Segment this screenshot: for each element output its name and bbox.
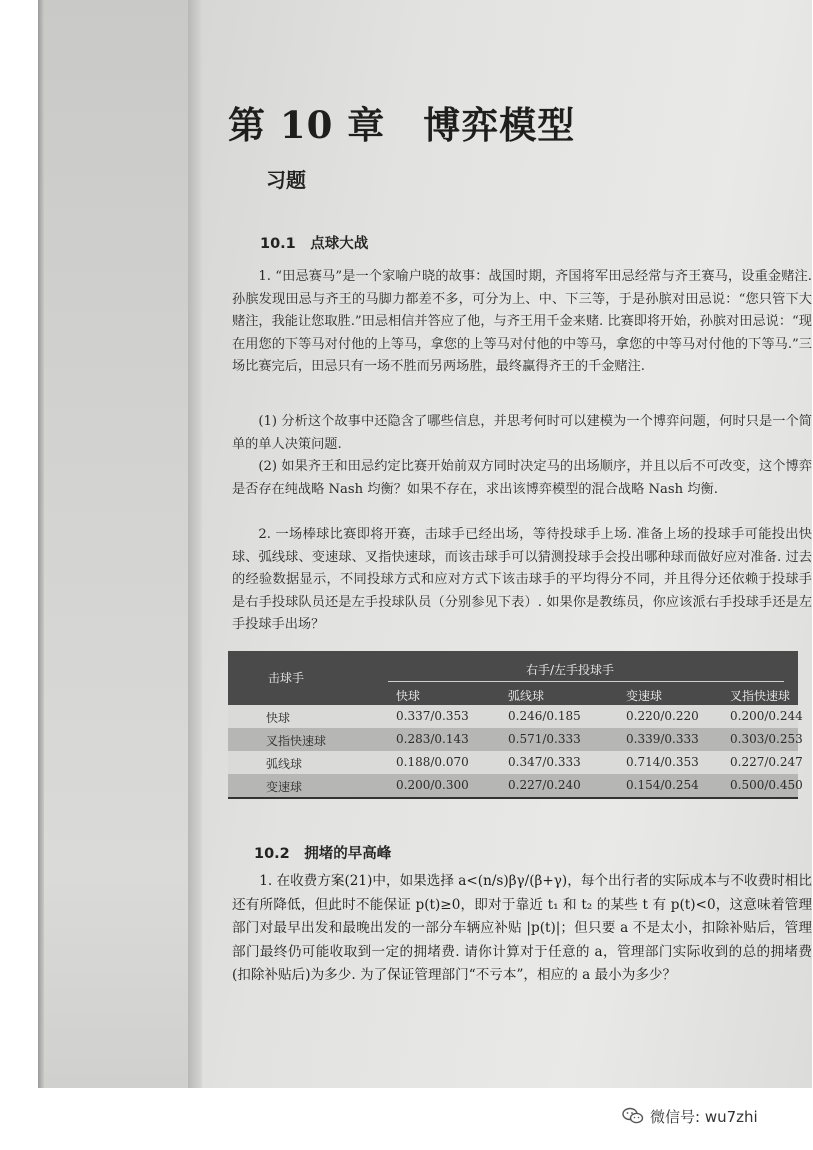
table-corner-label: 击球手 [268,671,305,685]
row-label: 弧线球 [266,757,303,771]
table-cell: 0.337/0.353 [396,709,469,723]
table-cell: 0.220/0.220 [626,709,699,723]
row-label: 变速球 [266,780,303,794]
table-row [228,705,803,728]
subsection-heading-10-1: 10.1 点球大战 [260,236,369,252]
problem-1-paragraph: 1. “田忌赛马”是一个家喻户晓的故事：战国时期，齐国将军田忌经常与齐王赛马，设重金赌注. 孙膑发现田忌与齐王的马脚力都差不多，可分为上、中、下三等，于是孙膑对田忌说：“您只管下大赌注，我能让您取胜.”田忌相信并答应了他，与齐王用千金来赌. 比赛即将开始，孙膑对田忌说：“现在用您的下等马对付他的上等马，拿您的上等马对付他的中等马，拿您的中等马对付他的下等马.”三场比赛完后，田忌只有一场不胜而另两场胜，最终赢得齐王的千金赌注. [232,269,812,374]
watermark-text: 微信号: wu7zhi [650,1107,758,1126]
table-cell: 0.714/0.353 [626,755,699,769]
table-cell: 0.154/0.254 [626,778,699,792]
chapter-title: 第 10 章 博弈模型 [228,103,576,147]
table-cell: 0.227/0.247 [730,755,803,769]
table-group-header: 右手/左手投球手 [526,663,615,677]
row-label: 叉指快速球 [266,734,327,748]
photo-background [38,0,812,1088]
section-heading: 习题 [266,168,306,192]
page-fold-shadow [188,0,202,1088]
column-header: 变速球 [626,689,663,703]
subsection-heading-10-2: 10.2 拥堵的早高峰 [254,846,392,862]
table-row [228,728,803,751]
wechat-icon [622,1107,644,1125]
table-row [228,774,803,797]
row-label: 快球 [266,711,291,725]
table-cell: 0.339/0.333 [626,732,699,746]
batting-average-table [228,651,803,799]
table-cell: 0.246/0.185 [508,709,581,723]
problem-2-paragraph: 2. 一场棒球比赛即将开赛，击球手已经出场，等待投球手上场. 准备上场的投球手可能投出快球、弧线球、变速球、叉指快速球，而该击球手可以猜测投球手会投出哪种球而做好应对准备. 过去的经验数据显示，不同投球方式和应对方式下该击球手的平均得分不同，并且得分还依赖于投球手是右手投球队员还是左手投球队员（分别参见下表）. 如果你是教练员，你应该派右手投球手还是左手投球手出场？ [232,527,812,632]
table-cell: 0.303/0.253 [730,732,803,746]
column-header: 弧线球 [508,689,545,703]
table-cell: 0.571/0.333 [508,732,581,746]
photo-edge [38,0,44,1088]
table-cell: 0.200/0.300 [396,778,469,792]
problem-congestion-paragraph: 1. 在收费方案(21)中，如果选择 a<(n/s)βγ/(β+γ)，每个出行者的实际成本与不收费时相比还有所降低，但此时不能保证 p(t)≥0，即对于靠近 t₁ 和 t₂ 的某些 t 有 p(t)<0，这意味着管理部门对最早出发和最晚出发的一部分车辆应补贴 |p(t)|；但只要 a 不是太小，扣除补贴后，管理部门最终仍可能收取到一定的拥堵费. 请你计算对于任意的 a，管理部门实际收到的总的拥堵费(扣除补贴后)为多少. 为了保证管理部门“不亏本”，相应的 a 最小为多少？ [232,873,812,983]
column-header: 快球 [396,689,421,703]
header-divider [388,681,784,682]
table-cell: 0.283/0.143 [396,732,469,746]
table-cell: 0.200/0.244 [730,709,803,723]
column-header: 叉指快速球 [730,689,791,703]
book-page [188,0,812,1088]
table-cell: 0.188/0.070 [396,755,469,769]
problem-1-part-1: (1) 分析这个故事中还隐含了哪些信息，并思考何时可以建模为一个博弈问题，何时只是一个简单的单人决策问题. [232,414,812,452]
table-cell: 0.347/0.333 [508,755,581,769]
table-cell: 0.227/0.240 [508,778,581,792]
table-row [228,751,803,774]
table-cell: 0.500/0.450 [730,778,803,792]
wechat-watermark [622,1104,758,1128]
problem-1-part-2: (2) 如果齐王和田忌约定比赛开始前双方同时决定马的出场顺序，并且以后不可改变，这个博弈是否存在纯战略 Nash 均衡？如果不存在，求出该博弈模型的混合战略 Nash 均衡. [232,459,812,497]
table-header [228,651,798,705]
